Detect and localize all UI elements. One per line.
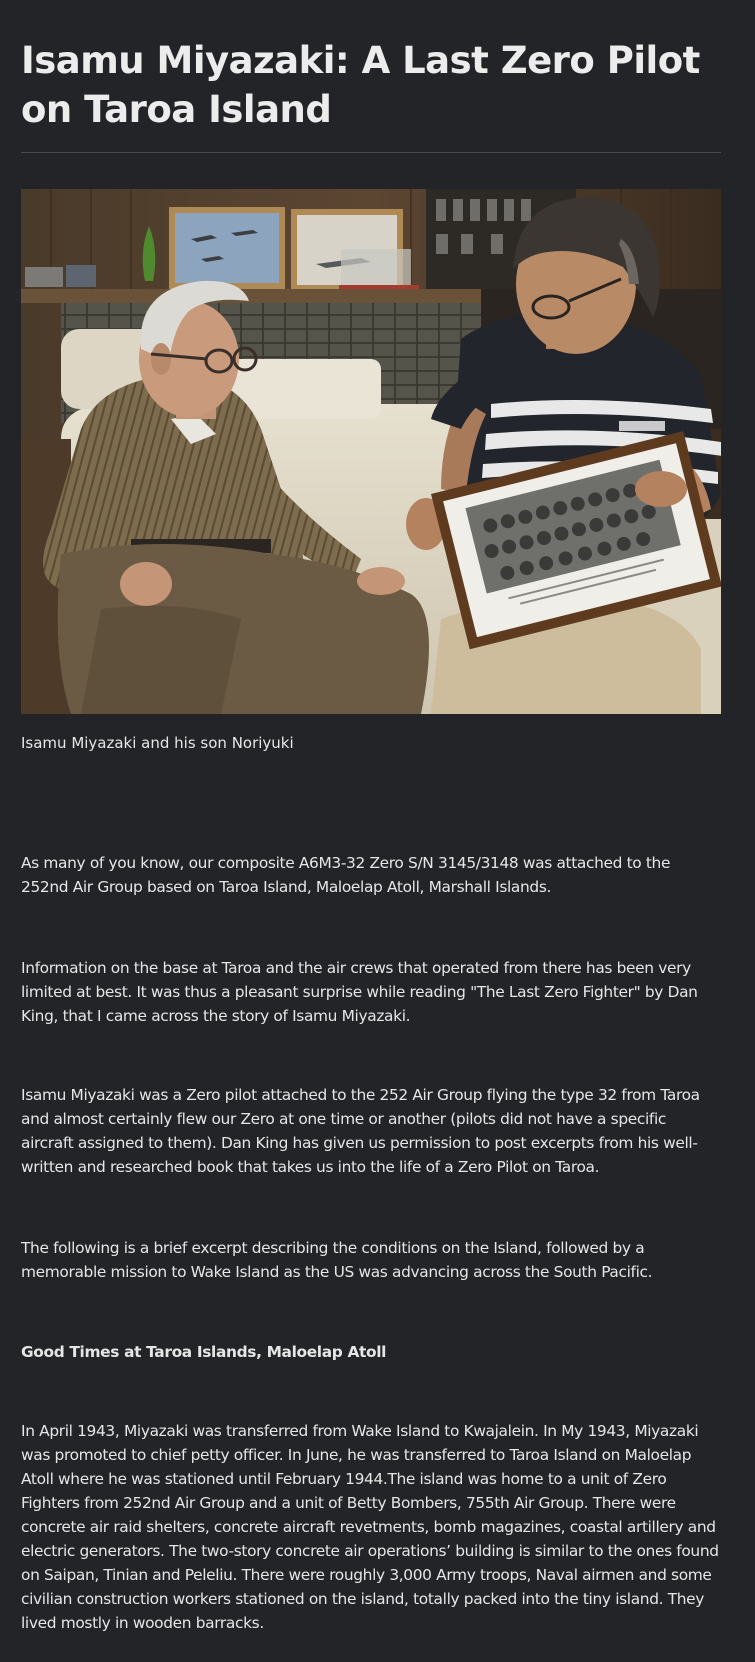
- article-paragraph: Information on the base at Taroa and the air crews that operated from there has been very limited at best. It was thus a pleasant surprise while reading "The Last Zero Fighter" by Dan King, that I came across the story of Isamu Miyazaki.: [21, 959, 698, 1025]
- article-paragraph: The following is a brief excerpt describing the conditions on the Island, followed by a memorable mission to Wake Island as the US was advancing across the South Pacific.: [21, 1239, 653, 1281]
- photo-illustration: [21, 189, 721, 714]
- article-paragraph: As many of you know, our composite A6M3-32 Zero S/N 3145/3148 was attached to the 252nd Air Group based on Taroa Island, Maloelap Atoll, Marshall Islands.: [21, 854, 671, 896]
- section-paragraph: In April 1943, Miyazaki was transferred from Wake Island to Kwajalein. In My 1943, Miyazaki was promoted to chief petty officer. In June, he was transferred to Taroa Island on Maloelap Atoll where he was stationed until February 1944.The island was home to a unit of Zero Fighters from 252nd Air Group and a unit of Betty Bombers, 755th Air Group. There were concrete air raid shelters, concrete aircraft revetments, bomb magazines, coastal artillery and electric generators. The two-story concrete air operations’ building is similar to the ones found on Saipan, Tinian and Peleliu. There were roughly 3,000 Army troops, Naval airmen and some civilian construction workers stationed on the island, totally packed into the tiny island. They lived mostly in wooden barracks.: [21, 1422, 719, 1632]
- title-divider: [21, 152, 721, 153]
- article-paragraph: Isamu Miyazaki was a Zero pilot attached to the 252 Air Group flying the type 32 from Taroa and almost certainly flew our Zero at one time or another (pilots did not have a specific aircraft assigned to them). Dan King has given us permission to post excerpts from his well-written and researched book that takes us into the life of a Zero Pilot on Taroa.: [21, 1086, 700, 1176]
- article-photo: [21, 189, 721, 714]
- photo-caption: Isamu Miyazaki and his son Noriyuki: [21, 734, 294, 752]
- section-heading: Good Times at Taroa Islands, Maloelap Atoll: [21, 1343, 387, 1361]
- page-title: Isamu Miyazaki: A Last Zero Pilot on Taroa Island: [21, 39, 700, 131]
